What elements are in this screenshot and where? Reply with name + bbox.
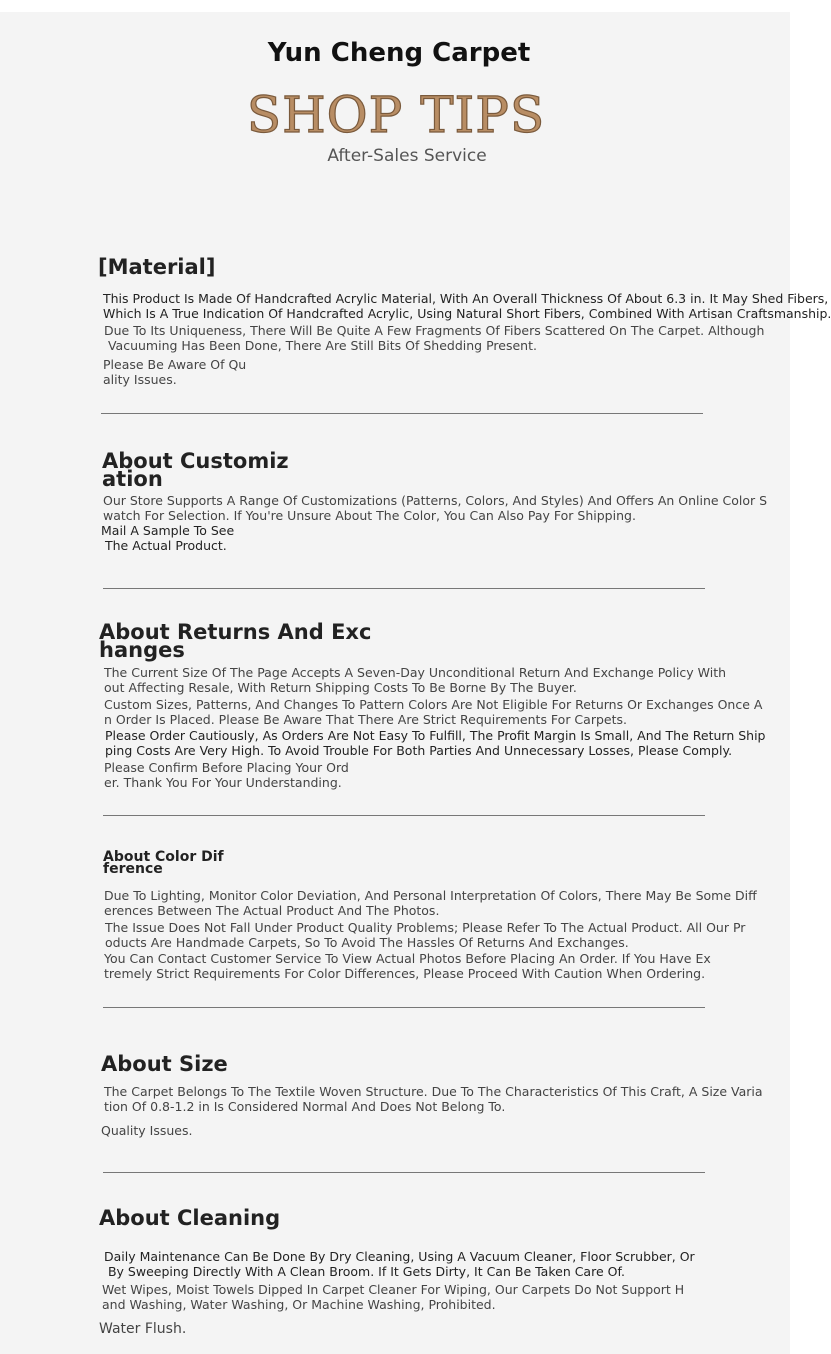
- customization-paragraph-2: Mail A Sample To See The Actual Product.: [101, 523, 235, 553]
- section-heading-cleaning: About Cleaning: [99, 1206, 281, 1230]
- section-divider: [103, 1172, 705, 1173]
- size-paragraph-2: Quality Issues.: [101, 1123, 193, 1138]
- section-heading-customization: About Customiz ation: [102, 449, 289, 491]
- color-paragraph-3: You Can Contact Customer Service To View Actual Photos Before Placing An Order. If You Have Ex tremely Strict Requirements For Color Differences, Please Proceed With Caution When Ordering.: [104, 951, 711, 981]
- color-paragraph-2: The Issue Does Not Fall Under Product Quality Problems; Please Refer To The Actual Product. All Our Pr oducts Are Handmade Carpets, So To Avoid The Hassles Of Returns And Exchanges.: [105, 920, 746, 950]
- section-heading-material: [Material]: [98, 255, 216, 279]
- returns-paragraph-4: Please Confirm Before Placing Your Ord er. Thank You For Your Understanding.: [104, 760, 349, 790]
- material-paragraph-2: Due To Its Uniqueness, There Will Be Quite A Few Fragments Of Fibers Scattered On The Carpet. Although Vacuuming Has Been Done, There Are Still Bits Of Shedding Present.: [104, 323, 765, 353]
- section-divider: [103, 588, 705, 589]
- page-subtitle: After-Sales Service: [327, 146, 487, 166]
- color-paragraph-1: Due To Lighting, Monitor Color Deviation, And Personal Interpretation Of Colors, There May Be Some Diff erences Between The Actual Product And The Photos.: [104, 888, 757, 918]
- material-paragraph-1: This Product Is Made Of Handcrafted Acrylic Material, With An Overall Thickness Of About 6.3 in. It May Shed Fibers, Which Is A True Indication Of Handcrafted Acrylic, Using Natural Short Fibers, Combined With Artisan Craftsmanship.: [103, 291, 831, 321]
- cleaning-paragraph-2: Wet Wipes, Moist Towels Dipped In Carpet Cleaner For Wiping, Our Carpets Do Not Support H and Washing, Water Washing, Or Machine Washing, Prohibited.: [102, 1282, 685, 1312]
- section-heading-color-difference: About Color Dif ference: [103, 849, 224, 877]
- section-heading-returns: About Returns And Exc hanges: [99, 620, 372, 662]
- returns-paragraph-1: The Current Size Of The Page Accepts A Seven-Day Unconditional Return And Exchange Policy With out Affecting Resale, With Return Shipping Costs To Be Borne By The Buyer.: [104, 665, 727, 695]
- material-paragraph-3: Please Be Aware Of Qu ality Issues.: [103, 357, 247, 387]
- returns-paragraph-3: Please Order Cautiously, As Orders Are Not Easy To Fulfill, The Profit Margin Is Small, And The Return Ship ping Costs Are Very High. To Avoid Trouble For Both Parties And Unnecessary Losses, Please Comply.: [105, 728, 766, 758]
- shop-tips-logo: [246, 72, 546, 144]
- returns-paragraph-2: Custom Sizes, Patterns, And Changes To Pattern Colors Are Not Eligible For Returns Or Exchanges Once A n Order Is Placed. Please Be Aware That There Are Strict Requirements For Carpets.: [104, 697, 763, 727]
- cleaning-paragraph-1: Daily Maintenance Can Be Done By Dry Cleaning, Using A Vacuum Cleaner, Floor Scrubber, Or By Sweeping Directly With A Clean Broom. If It Gets Dirty, It Can Be Taken Care Of.: [104, 1249, 695, 1279]
- section-divider: [103, 815, 705, 816]
- section-divider: [103, 1007, 705, 1008]
- customization-paragraph-1: Our Store Supports A Range Of Customizations (Patterns, Colors, And Styles) And Offers An Online Color S watch For Selection. If You're Unsure About The Color, You Can Also Pay For Shipping.: [103, 493, 768, 523]
- section-heading-size: About Size: [101, 1052, 228, 1076]
- shop-name: Yun Cheng Carpet: [267, 38, 531, 68]
- logo-text: SHOP TIPS: [246, 86, 546, 144]
- section-divider: [101, 413, 703, 414]
- size-paragraph-1: The Carpet Belongs To The Textile Woven Structure. Due To The Characteristics Of This Craft, A Size Varia tion Of 0.8-1.2 in Is Considered Normal And Does Not Belong To.: [104, 1084, 763, 1114]
- cleaning-paragraph-3: Water Flush.: [99, 1321, 187, 1337]
